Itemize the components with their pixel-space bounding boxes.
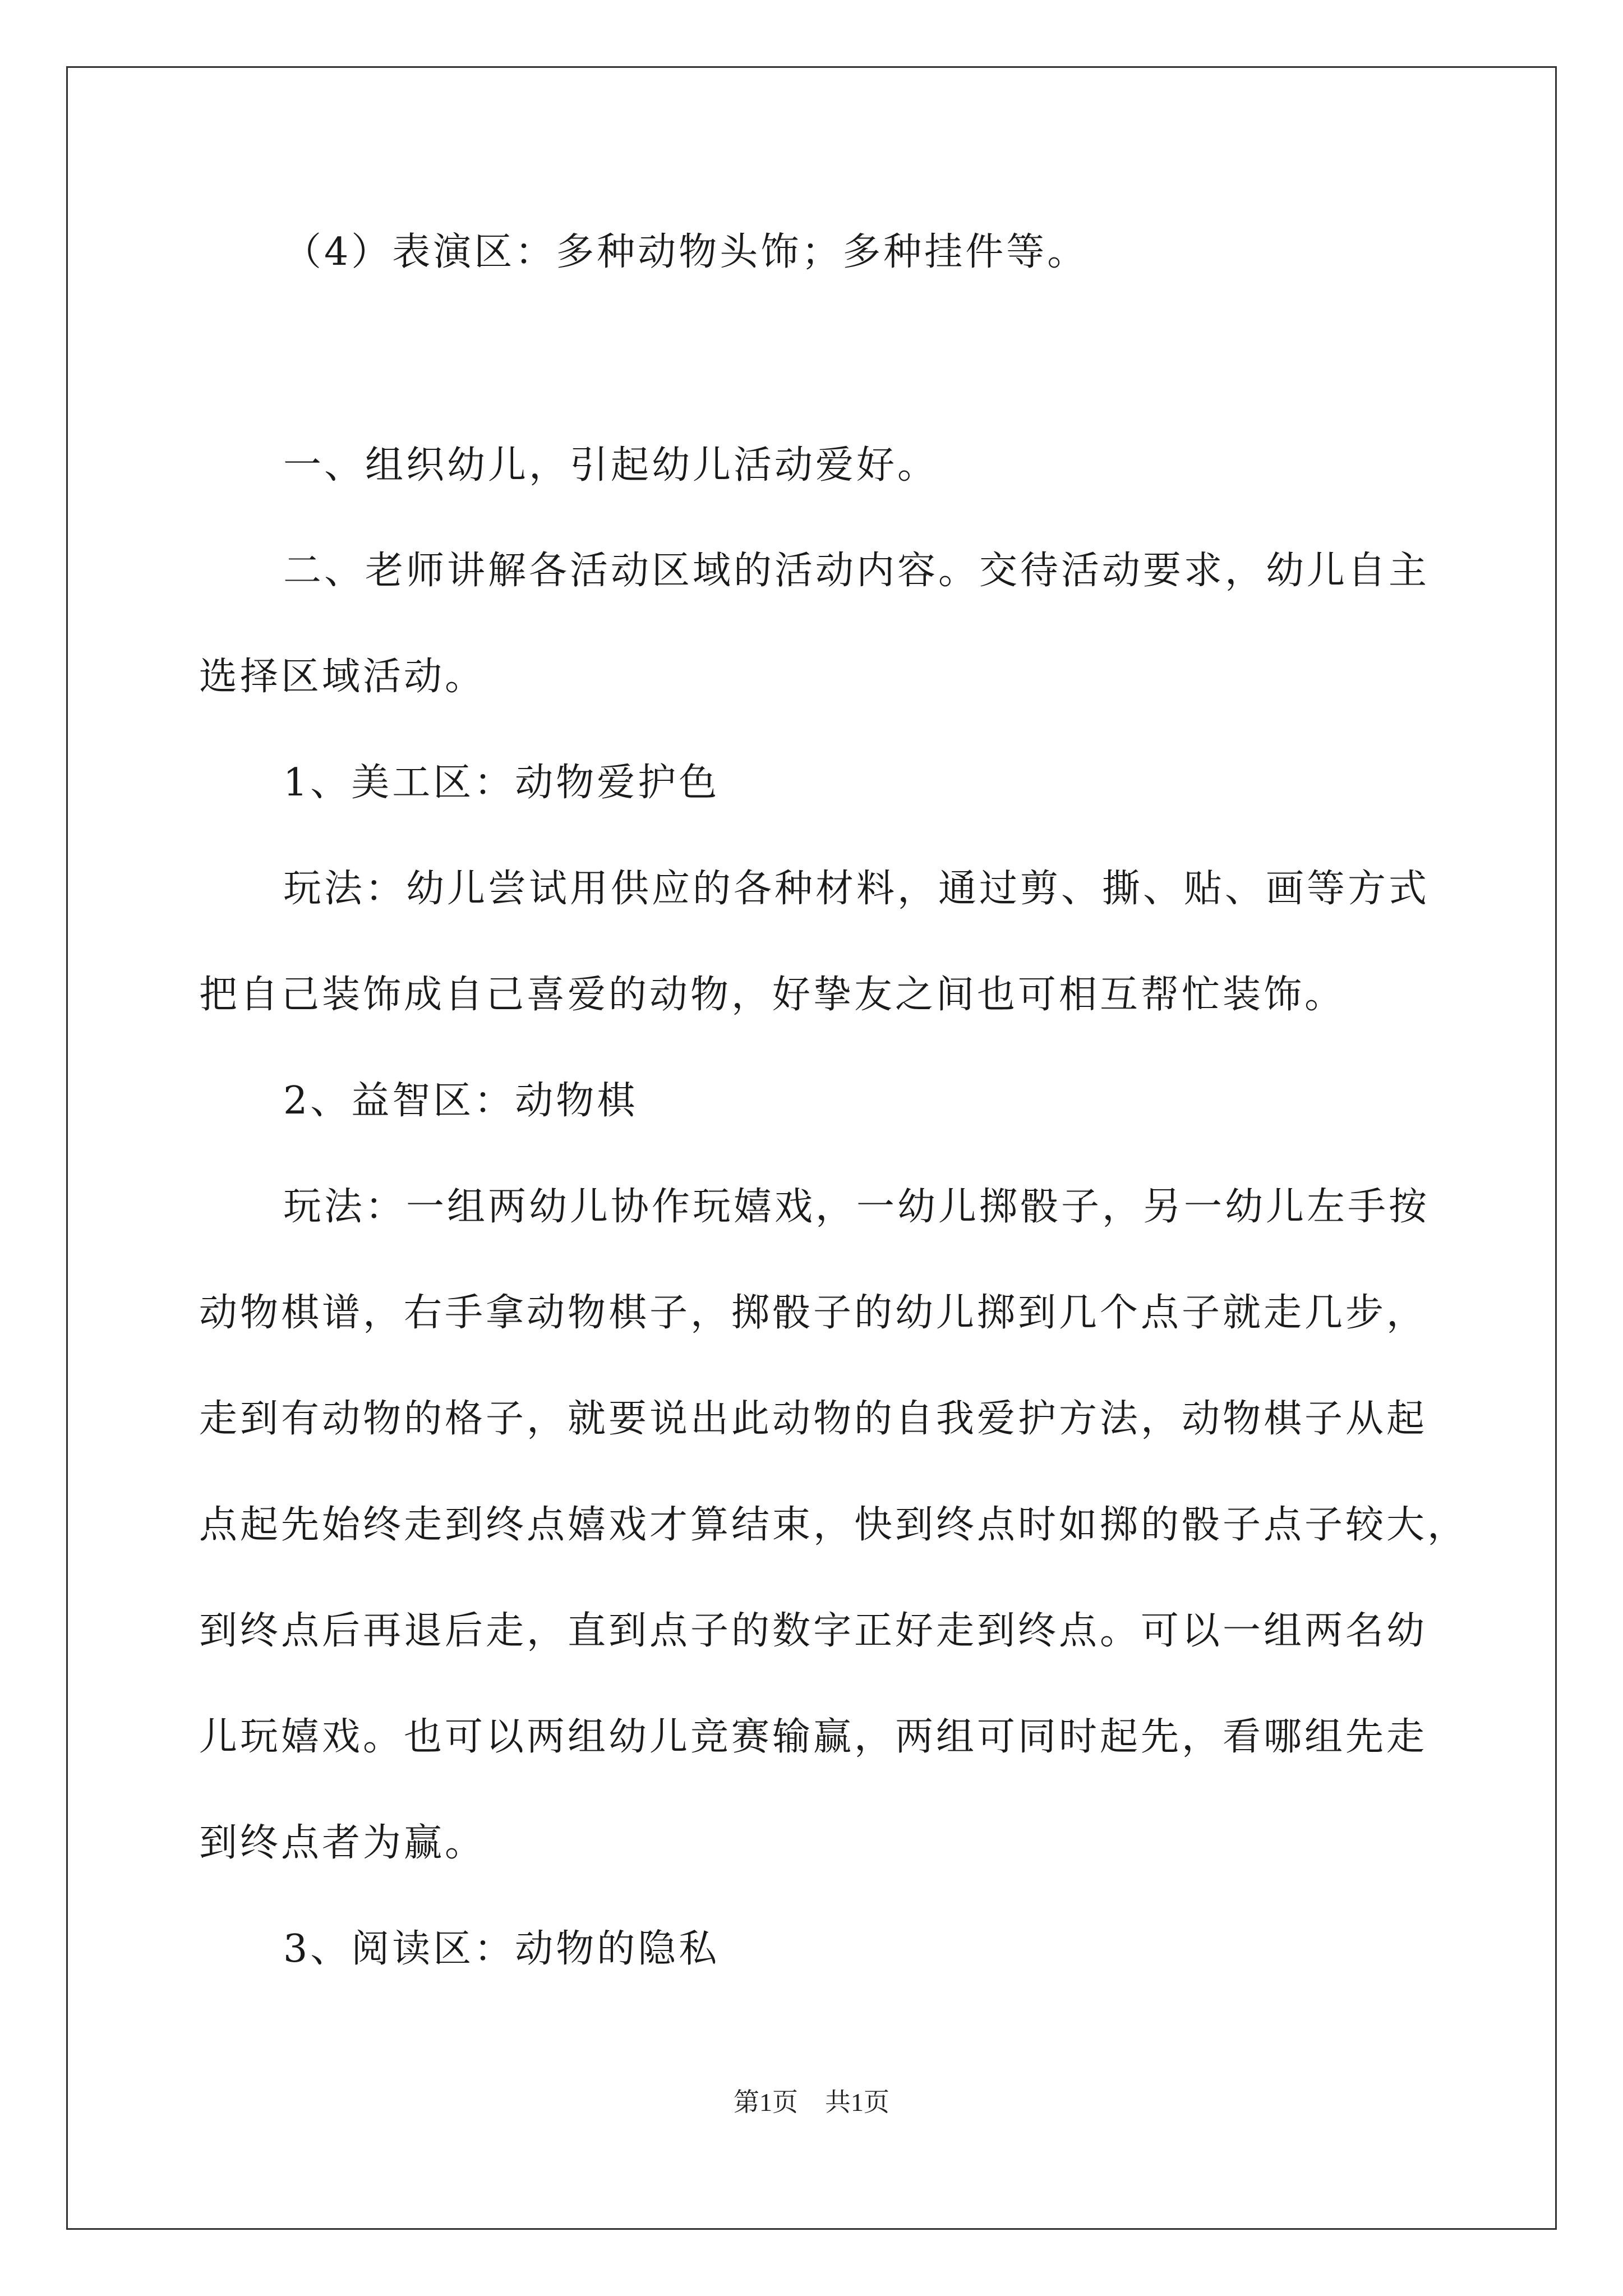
puzzle-area-heading: 2、益智区：动物棋 [283,1079,638,1123]
puzzle-area-rules-line: 到终点后再退后走，直到点子的数字正好走到终点。可以一组两名幼 [199,1609,1428,1653]
art-area-rules-line-cont: 把自己装饰成自己喜爱的动物，好挚友之间也可相互帮忙装饰。 [199,973,1346,1017]
page-border [66,66,1557,2230]
art-area-rules-line: 玩法：幼儿尝试用供应的各种材料，通过剪、撕、贴、画等方式 [283,867,1430,911]
puzzle-area-rules-line: 动物棋谱，右手拿动物棋子，掷骰子的幼儿掷到几个点子就走几步， [199,1291,1428,1335]
step-two-line-cont: 选择区域活动。 [199,655,486,699]
step-two-line: 二、老师讲解各活动区域的活动内容。交待活动要求，幼儿自主 [283,549,1430,593]
art-area-heading: 1、美工区：动物爱护色 [283,761,720,805]
page-total: 共1页 [825,2088,889,2116]
performance-area-line: （4）表演区：多种动物头饰；多种挂件等。 [283,230,1089,274]
reading-area-heading: 3、阅读区：动物的隐私 [283,1927,720,1971]
page-number: 第1页 [734,2088,798,2116]
puzzle-area-rules-line: 玩法：一组两幼儿协作玩嬉戏，一幼儿掷骰子，另一幼儿左手按 [283,1185,1430,1229]
puzzle-area-rules-line: 到终点者为赢。 [199,1821,486,1865]
step-one-line: 一、组织幼儿，引起幼儿活动爱好。 [283,443,939,487]
puzzle-area-rules-line: 点起先始终走到终点嬉戏才算结束，快到终点时如掷的骰子点子较大， [199,1503,1469,1547]
puzzle-area-rules-line: 儿玩嬉戏。也可以两组幼儿竞赛输赢，两组可同时起先，看哪组先走 [199,1715,1428,1759]
puzzle-area-rules-line: 走到有动物的格子，就要说出此动物的自我爱护方法，动物棋子从起 [199,1397,1428,1441]
page-footer [0,2086,1623,2119]
